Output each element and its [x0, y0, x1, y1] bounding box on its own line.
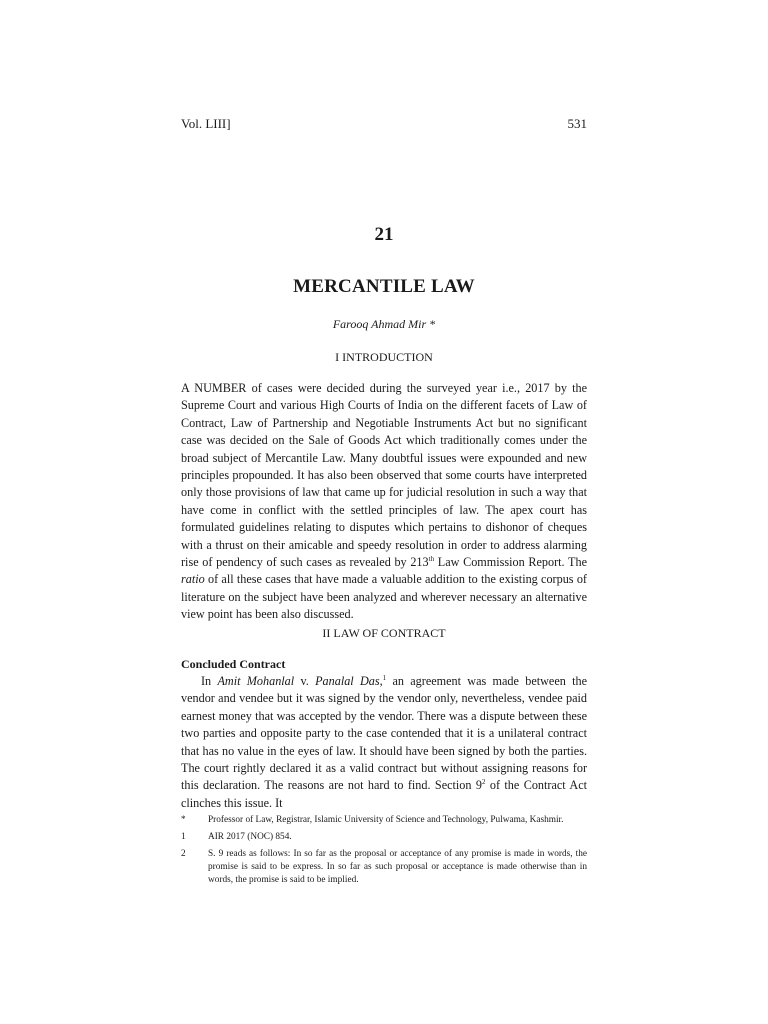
footnote-mark: 2 — [181, 849, 186, 859]
footnote-text: AIR 2017 (NOC) 854. — [208, 832, 292, 842]
footnote-item — [181, 814, 587, 827]
introduction-paragraph — [181, 380, 587, 624]
chapter-number: 21 — [374, 224, 394, 245]
chapter-title: MERCANTILE LAW — [293, 276, 475, 297]
intro-text-part-c: of all these cases that have made a valuable addition to the existing corpus of literature on the subject have been analyzed and wherever necessary an alternative view point has been also discussed. — [181, 572, 587, 622]
section-heading-law-of-contract: II LAW OF CONTRACT — [322, 626, 446, 640]
footnote-text: S. 9 reads as follows: In so far as the proposal or acceptance of any promise is made in words, the promise is said to be express. In so far as such proposal or acceptance is made otherwise than in words, the promise is said to be implied. — [208, 849, 587, 885]
intro-text-part-b: Law Commission Report. The — [434, 555, 588, 570]
footnote-ref-1: 1 — [382, 673, 387, 682]
footnote-item — [181, 848, 587, 887]
footnote-mark: 1 — [181, 832, 186, 842]
footnote-text: Professor of Law, Registrar, Islamic University of Science and Technology, Pulwama, Kashmir. — [208, 815, 564, 825]
footnote-ref-2: 2 — [481, 778, 486, 787]
section-heading-introduction: I INTRODUCTION — [335, 350, 433, 364]
intro-text-part-a: A NUMBER of cases were decided during the surveyed year i.e., 2017 by the Supreme Court and various High Courts of India on the different facets of Law of Contract, Law of Partnership and Negotiable Instruments Act but no significant case was decided on the Sale of Goods Act which traditionally comes under the broad subject of Mercantile Law. Many doubtful issues were expounded and new principles propounded. It has also been observed that some courts have interpreted only those provisions of law that came up for judicial resolution in such a way that have come in conflict with the settled principles of law. The apex court has formulated guidelines relating to disputes which pertains to dishonor of cheques with a thrust on their amicable and speedy resolution in order to address alarming rise of pendency of such cases as revealed by 213 — [181, 381, 587, 570]
footnote-item — [181, 831, 587, 844]
volume-label: Vol. LIII] — [181, 116, 231, 131]
superscript-th: th — [428, 555, 435, 563]
concluded-text-part-b: of the Contract Act clinches this issue. It — [181, 778, 587, 810]
page-number: 531 — [567, 116, 587, 131]
concluded-text-part-a: an agreement was made between the vendor and vendee but it was signed by the vendor only, nevertheless, vendee paid earnest money that was accepted by the vendor. There was a dispute between these two parties and opposite party to the case contended that it is a unilateral contract that has no value in the eyes of law. It should have been signed by both the parties. The court rightly declared it as a valid contract but without assigning reasons for this declaration. The reasons are not hard to find. Section 9 — [181, 674, 588, 793]
author-name: Farooq Ahmad Mir * — [332, 317, 436, 331]
concluded-in: In — [201, 674, 218, 688]
case-versus: v. — [294, 674, 316, 688]
case-party-one: Amit Mohanlal — [217, 674, 295, 688]
ratio-term: ratio — [181, 572, 205, 587]
subheading-concluded-contract: Concluded Contract — [181, 657, 286, 671]
footnotes — [181, 814, 587, 891]
footnote-mark: * — [181, 815, 186, 825]
case-party-two: Panalal Das, — [315, 674, 383, 688]
concluded-contract-paragraph — [181, 673, 587, 812]
